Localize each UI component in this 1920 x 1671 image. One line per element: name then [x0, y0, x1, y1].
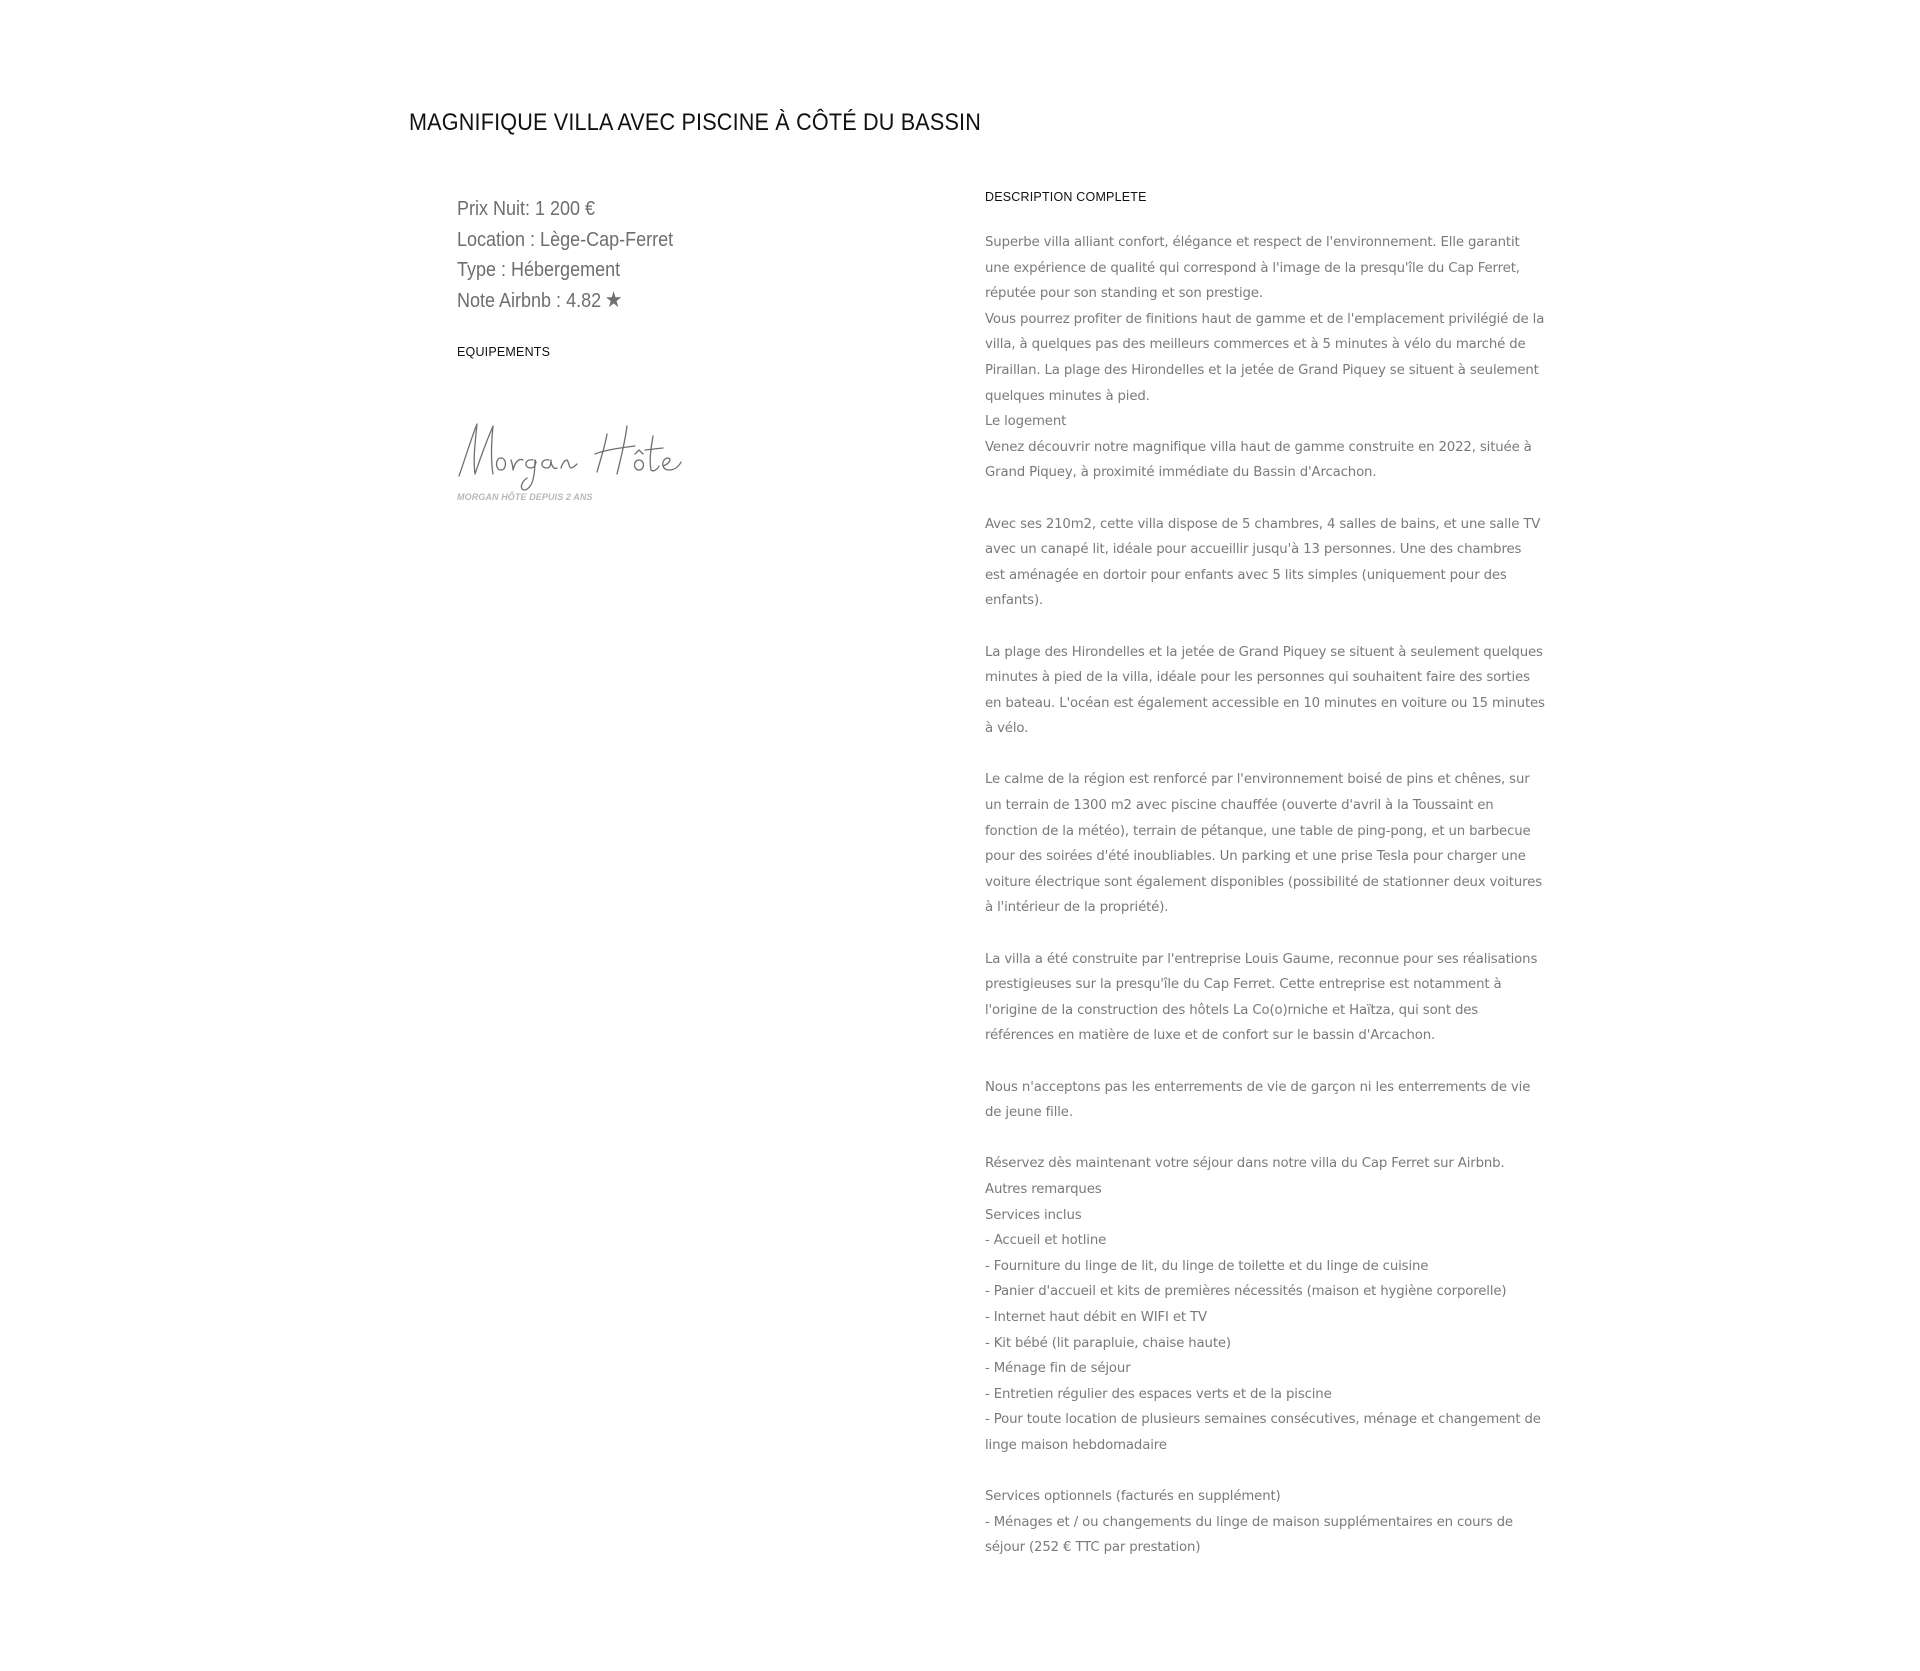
description-paragraph — [985, 486, 1545, 512]
price-per-night: Prix Nuit: 1 200 € — [457, 198, 596, 220]
description-paragraph: Services optionnels (facturés en supplément) - Ménages et / ou changements du linge de maison supplémentaires en cours de séjour (252 € TTC par prestation) — [985, 1489, 1513, 1556]
equipments-heading: EQUIPEMENTS — [457, 345, 551, 359]
page-title: MAGNIFIQUE VILLA AVEC PISCINE À CÔTÉ DU BASSIN — [409, 109, 982, 136]
full-description — [985, 190, 1549, 1561]
star-icon: ★ — [604, 286, 623, 312]
airbnb-rating — [457, 286, 880, 317]
description-paragraph: La villa a été construite par l'entreprise Louis Gaume, reconnue pour ses réalisations prestigieuses sur la presqu'île du Cap Ferret. Cette entreprise est notamment à l'origine de la construction des hôtels La Co(o)rniche et Haïtza, qui sont des références en matière de luxe et de confort sur le bassin d'Arcachon. — [985, 951, 1542, 1044]
listing-details — [457, 194, 927, 316]
description-paragraph — [985, 742, 1545, 768]
airbnb-rating-value: Note Airbnb : 4.82 — [457, 289, 602, 312]
description-paragraph: Réservez dès maintenant votre séjour dans notre villa du Cap Ferret sur Airbnb. Autres remarques Services inclus - Accueil et hotline - Fourniture du linge de lit, du linge de toilette et du linge de cuisine - Panier d'accueil et kits de premières nécessités (maison et hygiène corporelle) - Internet haut débit en WIFI et TV - Kit bébé (lit parapluie, chaise haute) - Ménage fin de séjour - Entretien régulier des espaces verts et de la piscine - Pour toute location de plusieurs semaines consécutives, ménage et changement de linge maison hebdomadaire — [985, 1156, 1541, 1453]
description-paragraph — [985, 1049, 1545, 1075]
description-paragraph — [985, 1459, 1545, 1485]
host-since-caption: MORGAN HÔTE DEPUIS 2 ANS — [457, 492, 593, 502]
host-signature — [455, 414, 685, 494]
description-paragraph: Le calme de la région est renforcé par l'environnement boisé de pins et chênes, sur un terrain de 1300 m2 avec piscine chauffée (ouverte d'avril à la Toussaint en fonction de la météo), terrain de pétanque, une table de ping-pong, et un barbecue pour des soirées d'été inoubliables. Un parking et une prise Tesla pour charger une voiture électrique sont également disponibles (possibilité de stationner deux voitures à l'intérieur de la propriété). — [985, 772, 1547, 916]
description-paragraph: Nous n'acceptons pas les enterrements de vie de garçon ni les enterrements de vie de jeune fille. — [985, 1079, 1535, 1121]
description-heading: DESCRIPTION COMPLETE — [985, 190, 1147, 204]
description-paragraph: Superbe villa alliant confort, élégance et respect de l'environnement. Elle garantit une expérience de qualité qui correspond à l'image de la presqu'île du Cap Ferret, réputée pour son standing et son prestige. Vous pourrez profiter de finitions haut de gamme et de l'emplacement privilégié de la villa, à quelques pas des meilleurs commerces et à 5 minutes à vélo du marché de Piraillan. La plage des Hirondelles et la jetée de Grand Piquey se situent à seulement quelques minutes à pied. Le logement Venez découvrir notre magnifique villa haut de gamme construite en 2022, située à Grand Piquey, à proximité immédiate du Bassin d'Arcachon. — [985, 235, 1545, 481]
description-paragraph — [985, 1126, 1545, 1152]
location: Location : Lège-Cap-Ferret — [457, 228, 674, 251]
description-paragraph — [985, 614, 1545, 640]
description-paragraph: La plage des Hirondelles et la jetée de Grand Piquey se situent à seulement quelques minutes à pied de la villa, idéale pour les personnes qui souhaitent faire des sorties en bateau. L'océan est également accessible en 10 minutes en voiture ou 15 minutes à vélo. — [985, 644, 1549, 737]
listing-type: Type : Hébergement — [457, 259, 621, 281]
description-paragraph: Avec ses 210m2, cette villa dispose de 5 chambres, 4 salles de bains, et une salle TV avec un canapé lit, idéale pour accueillir jusqu'à 13 personnes. Une des chambres est aménagée en dortoir pour enfants avec 5 lits simples (uniquement pour des enfants). — [985, 516, 1545, 609]
description-paragraph — [985, 921, 1545, 947]
